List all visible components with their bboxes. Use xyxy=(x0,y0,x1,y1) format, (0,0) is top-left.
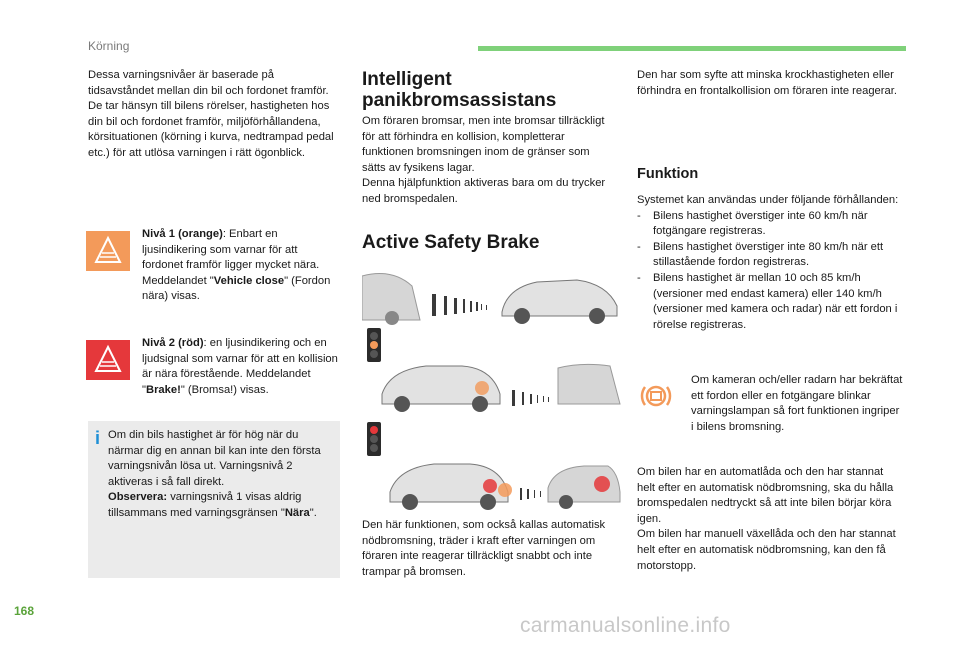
title-active-safety-brake: Active Safety Brake xyxy=(362,232,540,253)
level1-desc-end: " (Fordon nära) visas. xyxy=(142,274,331,303)
header-bar xyxy=(478,46,906,51)
list-item-text: Bilens hastighet överstiger inte 80 km/h när ett stillastående fordon registreras. xyxy=(653,240,884,269)
list-item xyxy=(637,271,899,333)
title-intelligent-brake xyxy=(362,69,556,111)
right-paragraph-1: Den har som syfte att minska krockhastigheten eller förhindra en frontalkollision om föraren inte reagerar. xyxy=(637,69,897,97)
illustration-level-2 xyxy=(362,422,622,519)
title-funktion: Funktion xyxy=(637,166,699,182)
list-dash: - xyxy=(637,271,641,284)
right-paragraph-3: Om bilen har en automatlåda och den har stannat helt efter en automatisk nödbromsning, ska du hålla bromspedalen nedtryckt så att inte bilen börjar köra igen. xyxy=(637,466,894,525)
info-icon: i xyxy=(95,428,101,448)
title-line-1: Intelligent xyxy=(362,69,452,90)
section-header: Körning xyxy=(88,39,130,53)
level1-message: Vehicle close xyxy=(213,274,285,287)
level2-message: Brake! xyxy=(145,383,181,396)
right-paragraph-4: Om bilen har manuell växellåda och den har stannat helt efter en automatisk nödbromsning, kan den få motorstopp. xyxy=(637,528,896,572)
level1-text xyxy=(142,227,338,305)
level2-desc-end: " (Bromsa!) visas. xyxy=(180,383,269,396)
left-intro xyxy=(88,68,338,162)
level2-text xyxy=(142,336,338,398)
watermark: carmanualsonline.info xyxy=(520,614,731,637)
list-item xyxy=(637,240,899,271)
note-paragraph: Om din bils hastighet är för hög när du närmar dig en annan bil kan inte den första varningsnivån lösa ut. Varningsnivå 2 aktiveras i så fall direkt. xyxy=(108,429,321,488)
brake-warning-icon xyxy=(638,378,674,414)
list-item-text: Bilens hastighet är mellan 10 och 85 km/h (versioner med endast kamera) eller 140 km/h (versioner med kamera och radar) när ett fordon i rörelse registreras. xyxy=(653,271,898,331)
funktion-body xyxy=(637,193,899,333)
illustration-level-1 xyxy=(362,328,622,423)
right-closing xyxy=(637,465,899,574)
list-item-text: Bilens hastighet överstiger inte 60 km/h när fotgängare registreras. xyxy=(653,209,868,238)
note-obs-text: varningsnivå 1 visas aldrig tillsammans med varningsgränsen " xyxy=(108,491,302,519)
middle-closing xyxy=(362,518,612,580)
intro-paragraph-1: Dessa varningsnivåer är baserade på tidsavståndet mellan din bil och fordonet framför. xyxy=(88,69,329,97)
note-obs-label: Observera: xyxy=(108,491,168,504)
list-dash: - xyxy=(637,209,641,222)
level2-title: Nivå 2 (röd) xyxy=(142,337,204,349)
info-note-text xyxy=(108,428,336,522)
level1-title: Nivå 1 (orange) xyxy=(142,228,223,240)
camera-note: Om kameran och/eller radarn har bekräftat ett fordon eller en fotgängare blinkar varningslampan så fort funktionen ingriper i bilens bromsning. xyxy=(691,374,903,433)
middle-paragraph-2: Denna hjälpfunktion aktiveras bara om du trycker ned bromspedalen. xyxy=(362,177,606,205)
warning-orange-icon xyxy=(86,231,130,271)
illustration-level-0 xyxy=(362,266,622,331)
middle-paragraph-1: Om föraren bromsar, men inte bromsar tillräckligt för att förhindra en kollision, kompletterar funktionen bromsningen inom de gränser som sätts av fysikens lagar. xyxy=(362,115,605,174)
intro-paragraph-2: De tar hänsyn till bilens rörelser, hastigheten hos din bil och fordonet framför, miljöförhållandena, körsituationen (körning i kurva, nedtrampad pedal etc.) för att utlösa varningen i rätt ögonblick. xyxy=(88,100,334,159)
page-number: 168 xyxy=(14,604,35,618)
conditions-intro: Systemet kan användas under följande förhållanden: xyxy=(637,194,899,206)
right-intro xyxy=(637,68,899,99)
warning-red-icon xyxy=(86,340,130,380)
title-line-2: panikbromsassistans xyxy=(362,90,557,111)
note-obs-message: Nära xyxy=(284,506,310,519)
note-obs-end: ". xyxy=(309,506,317,519)
level2-desc: : en ljusindikering och en ljudsignal som varnar för att en kollision är nära förestående. Meddelandet " xyxy=(142,337,338,396)
list-item xyxy=(637,209,899,240)
list-dash: - xyxy=(637,240,641,253)
middle-intro xyxy=(362,114,612,208)
level1-desc: : Enbart en ljusindikering som varnar för att fordonet framför ligger mycket nära. Meddelandet " xyxy=(142,228,320,287)
middle-paragraph-3: Den här funktionen, som också kallas automatisk nödbromsning, träder i kraft efter varningen om föraren inte reagerar tillräckligt snabbt och inte trampar på bromsen. xyxy=(362,519,606,578)
